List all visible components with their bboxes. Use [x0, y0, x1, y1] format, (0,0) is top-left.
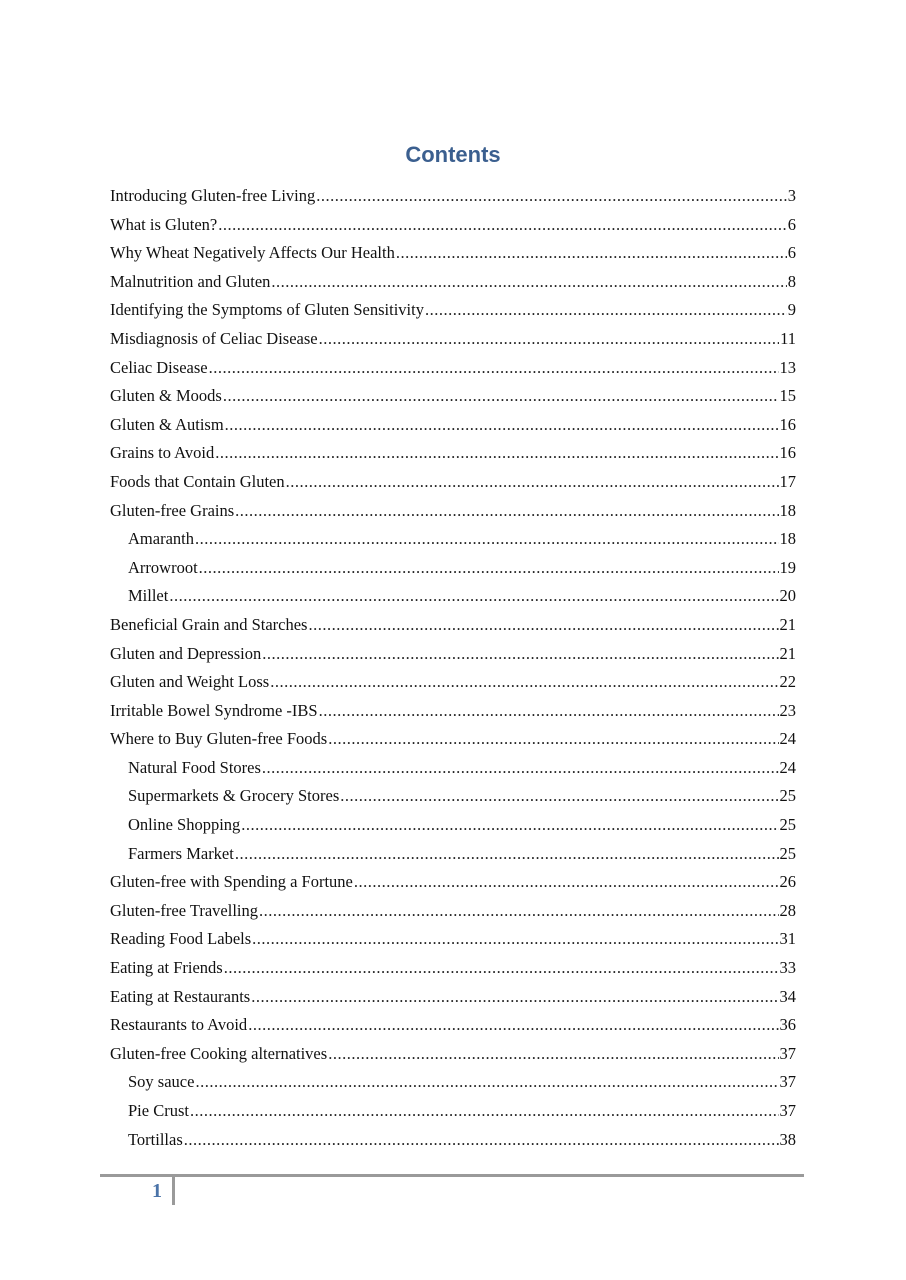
toc-entry-page: 22 — [779, 672, 796, 692]
toc-entry[interactable] — [110, 1040, 796, 1069]
toc-dot-leader — [328, 1040, 778, 1069]
toc-entry-page: 28 — [779, 900, 796, 920]
toc-dot-leader — [270, 668, 778, 697]
toc-subentry[interactable] — [110, 554, 796, 583]
toc-entry[interactable] — [110, 296, 796, 325]
toc-entry-page: 38 — [779, 1129, 796, 1149]
toc-entry-page: 24 — [779, 757, 796, 777]
toc-entry-page: 37 — [779, 1101, 796, 1120]
toc-entry-page: 16 — [779, 414, 796, 434]
toc-entry-label: Supermarkets & Grocery Stores — [128, 786, 340, 806]
toc-entry-page: 6 — [787, 214, 796, 234]
toc-entry-label: Grains to Avoid — [110, 443, 215, 463]
toc-entry[interactable] — [110, 1011, 796, 1040]
toc-entry[interactable] — [110, 697, 796, 726]
toc-dot-leader — [340, 782, 778, 811]
toc-dot-leader — [215, 439, 778, 468]
toc-entry-page: 36 — [779, 1015, 796, 1035]
toc-entry[interactable] — [110, 325, 796, 354]
toc-dot-leader — [259, 897, 778, 926]
toc-entry[interactable] — [110, 182, 796, 211]
toc-dot-leader — [235, 497, 778, 526]
toc-entry-page: 13 — [779, 357, 796, 377]
toc-dot-leader — [286, 468, 779, 497]
toc-dot-leader — [271, 268, 786, 297]
toc-subentry[interactable] — [110, 811, 796, 840]
toc-entry-label: Online Shopping — [128, 815, 241, 835]
toc-entry[interactable] — [110, 640, 796, 669]
toc-entry-page: 8 — [787, 271, 796, 291]
toc-entry-page: 25 — [779, 843, 796, 863]
toc-dot-leader — [251, 983, 778, 1012]
toc-entry-label: Celiac Disease — [110, 357, 208, 377]
toc-entry-page: 17 — [779, 471, 796, 491]
toc-entry[interactable] — [110, 468, 796, 497]
toc-entry-label: Eating at Restaurants — [110, 986, 251, 1006]
toc-entry-label: Millet — [128, 586, 169, 606]
toc-entry-label: Malnutrition and Gluten — [110, 271, 271, 291]
toc-entry-label: Pie Crust — [128, 1101, 189, 1120]
toc-subentry[interactable] — [110, 840, 796, 869]
toc-entry-label: Gluten & Autism — [110, 414, 224, 434]
toc-entry-label: Introducing Gluten-free Living — [110, 186, 316, 205]
toc-entry-page: 26 — [779, 872, 796, 892]
toc-dot-leader — [169, 582, 778, 611]
toc-dot-leader — [328, 725, 778, 754]
toc-dot-leader — [218, 211, 787, 240]
toc-entry-page: 16 — [779, 443, 796, 463]
footer-divider — [172, 1177, 175, 1205]
toc-dot-leader — [195, 1068, 778, 1097]
toc-entry-page: 18 — [779, 500, 796, 520]
toc-entry-page: 34 — [779, 986, 796, 1006]
toc-entry-page: 33 — [779, 958, 796, 978]
toc-entry-label: Identifying the Symptoms of Gluten Sensitivity — [110, 300, 424, 320]
toc-subentry[interactable] — [110, 1097, 796, 1126]
toc-entry-label: Natural Food Stores — [128, 757, 261, 777]
toc-dot-leader — [225, 411, 779, 440]
toc-entry-page: 25 — [779, 815, 796, 835]
toc-entry-label: Gluten-free Cooking alternatives — [110, 1043, 328, 1063]
toc-entry[interactable] — [110, 439, 796, 468]
toc-entry[interactable] — [110, 611, 796, 640]
toc-subentry[interactable] — [110, 782, 796, 811]
toc-dot-leader — [252, 925, 778, 954]
toc-entry-page: 3 — [787, 186, 796, 205]
toc-subentry[interactable] — [110, 525, 796, 554]
toc-subentry[interactable] — [110, 582, 796, 611]
toc-entry-label: Gluten-free with Spending a Fortune — [110, 872, 353, 892]
toc-entry-page: 11 — [780, 328, 796, 348]
toc-entry-page: 21 — [779, 614, 796, 634]
toc-entry-page: 37 — [779, 1043, 796, 1063]
toc-dot-leader — [190, 1097, 779, 1126]
footer-rule — [100, 1174, 804, 1177]
toc-entry[interactable] — [110, 354, 796, 383]
toc-entry[interactable] — [110, 868, 796, 897]
toc-entry-page: 37 — [779, 1072, 796, 1092]
toc-entry-page: 19 — [779, 557, 796, 577]
toc-subentry[interactable] — [110, 1068, 796, 1097]
toc-entry[interactable] — [110, 239, 796, 268]
toc-entry-page: 15 — [779, 386, 796, 406]
toc-entry-label: What is Gluten? — [110, 214, 218, 234]
toc-entry-label: Irritable Bowel Syndrome -IBS — [110, 700, 318, 720]
toc-entry[interactable] — [110, 411, 796, 440]
toc-dot-leader — [224, 954, 779, 983]
toc-dot-leader — [248, 1011, 778, 1040]
toc-entry-label: Eating at Friends — [110, 958, 223, 978]
toc-entry-label: Why Wheat Negatively Affects Our Health — [110, 243, 395, 263]
toc-entry-label: Farmers Market — [128, 843, 234, 863]
toc-dot-leader — [184, 1126, 779, 1155]
toc-entry-page: 31 — [779, 929, 796, 949]
toc-dot-leader — [425, 296, 787, 325]
toc-entry-label: Gluten-free Travelling — [110, 900, 259, 920]
toc-entry-label: Arrowroot — [128, 557, 198, 577]
toc-dot-leader — [223, 382, 779, 411]
toc-entry-label: Reading Food Labels — [110, 929, 252, 949]
toc-entry-label: Gluten and Depression — [110, 643, 262, 663]
toc-entry-label: Soy sauce — [128, 1072, 195, 1092]
toc-entry[interactable] — [110, 497, 796, 526]
toc-dot-leader — [195, 525, 779, 554]
toc-dot-leader — [199, 554, 779, 583]
toc-dot-leader — [262, 754, 779, 783]
toc-entry-label: Beneficial Grain and Starches — [110, 614, 308, 634]
toc-dot-leader — [319, 697, 779, 726]
toc-entry-label: Where to Buy Gluten-free Foods — [110, 729, 328, 749]
toc-entry[interactable] — [110, 382, 796, 411]
toc-entry-label: Gluten-free Grains — [110, 500, 235, 520]
toc-entry-page: 20 — [779, 586, 796, 606]
toc-entry[interactable] — [110, 897, 796, 926]
toc-subentry[interactable] — [110, 754, 796, 783]
toc-dot-leader — [209, 354, 779, 383]
toc-entry-label: Tortillas — [128, 1129, 183, 1149]
toc-entry[interactable] — [110, 954, 796, 983]
toc-entry-label: Foods that Contain Gluten — [110, 471, 285, 491]
toc-entry[interactable] — [110, 268, 796, 297]
toc-dot-leader — [316, 182, 786, 211]
page-title: Contents — [405, 141, 501, 167]
toc-entry-label: Amaranth — [128, 529, 194, 549]
toc-entry[interactable] — [110, 725, 796, 754]
toc-entry-page: 18 — [779, 529, 796, 549]
toc-dot-leader — [308, 611, 778, 640]
toc-entry-label: Gluten and Weight Loss — [110, 672, 270, 692]
toc-entry-page: 21 — [779, 643, 796, 663]
toc-entry-label: Misdiagnosis of Celiac Disease — [110, 328, 318, 348]
toc-entry-label: Gluten & Moods — [110, 386, 222, 406]
toc-subentry[interactable] — [110, 1126, 796, 1155]
toc-dot-leader — [262, 640, 778, 669]
toc-entry-page: 23 — [779, 700, 796, 720]
page-number: 1 — [152, 1180, 162, 1202]
toc-entry-page: 25 — [779, 786, 796, 806]
toc-entry[interactable] — [110, 668, 796, 697]
table-of-contents — [110, 182, 796, 1154]
toc-entry[interactable] — [110, 925, 796, 954]
toc-dot-leader — [396, 239, 787, 268]
toc-dot-leader — [241, 811, 778, 840]
toc-entry[interactable] — [110, 983, 796, 1012]
toc-entry-page: 24 — [779, 729, 796, 749]
toc-entry-label: Restaurants to Avoid — [110, 1015, 248, 1035]
toc-dot-leader — [354, 868, 779, 897]
toc-entry-page: 9 — [787, 300, 796, 320]
toc-entry[interactable] — [110, 211, 796, 240]
toc-entry-page: 6 — [787, 243, 796, 263]
toc-dot-leader — [235, 840, 779, 869]
toc-dot-leader — [319, 325, 780, 354]
